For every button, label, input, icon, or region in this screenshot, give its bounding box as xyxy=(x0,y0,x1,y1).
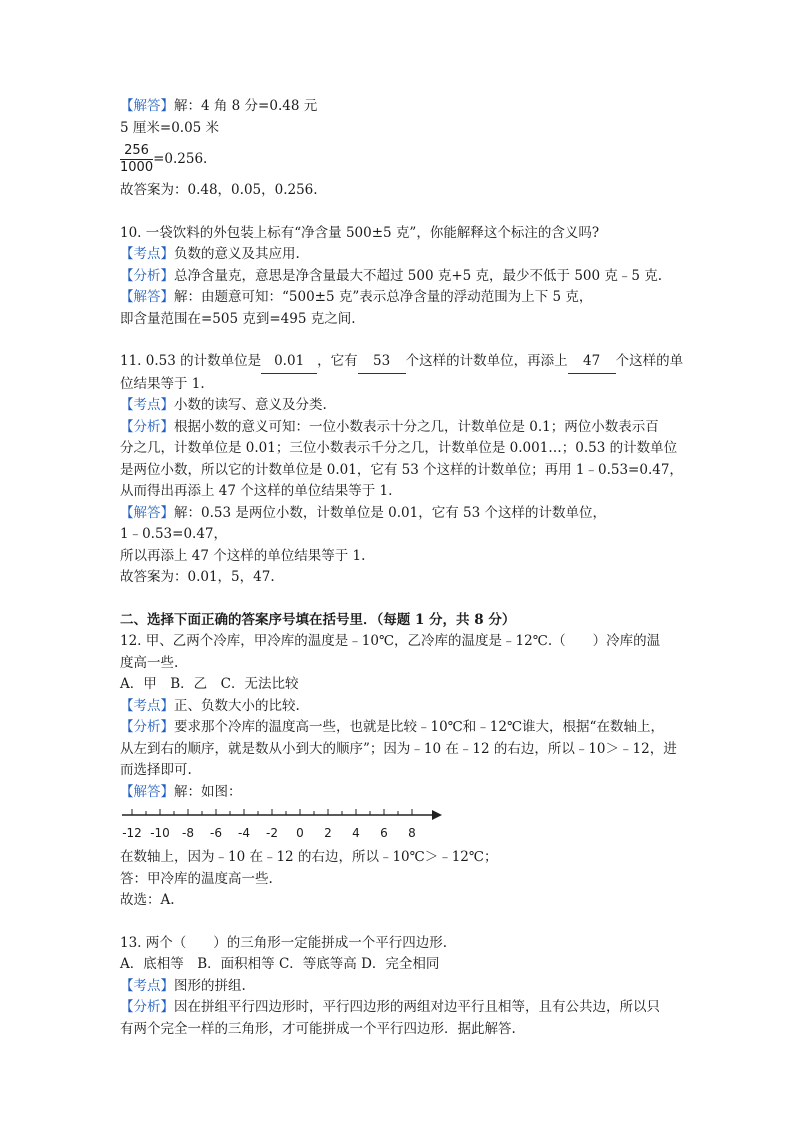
q11-question-part: 个这样的计数单位，再添上 xyxy=(405,353,568,369)
point-tag: 【考点】 xyxy=(120,977,174,994)
q11-answer-text: 解：0.53 是两位小数，计数单位是 0.01，它有 53 个这样的计数单位， xyxy=(174,504,606,521)
q12-answer xyxy=(120,782,690,804)
number-line-label: -8 xyxy=(182,826,194,840)
number-line-label: 0 xyxy=(296,826,304,840)
q12-analysis-text: 要求那个冷库的温度高一些，也就是比较﹣10℃和﹣12℃谁大，根据“在数轴上， xyxy=(174,719,664,735)
number-line-label: -12 xyxy=(122,826,142,840)
q13-analysis xyxy=(120,997,690,1019)
q10-answer xyxy=(120,287,690,309)
q10-answer-2: 即含量范围在=505 克到=495 克之间. xyxy=(120,310,356,327)
analysis-tag: 【分析】 xyxy=(120,418,174,435)
fraction-result: =0.256. xyxy=(153,151,208,167)
q13-question: 13. 两个（ ）的三角形一定能拼成一个平行四边形. xyxy=(120,934,448,951)
q12-point xyxy=(120,696,690,718)
q9-conclusion: 故答案为：0.48，0.05，0.256. xyxy=(120,182,318,198)
q9-answer-line-2: 5 厘米=0.05 米 xyxy=(120,119,220,136)
q11-analysis xyxy=(120,417,690,439)
q11-question-2: 位结果等于 1. xyxy=(120,375,205,392)
number-line-label: 4 xyxy=(352,826,360,840)
number-line-arrow xyxy=(432,810,442,820)
analysis-tag: 【分析】 xyxy=(120,999,174,1015)
q11-analysis-2: 分之几，计数单位是 0.01；三位小数表示千分之几，计数单位是 0.001…；0.53 的计数单位 xyxy=(120,440,678,456)
q13-point xyxy=(120,976,690,998)
number-line-label: 6 xyxy=(380,826,388,840)
q12-after-3: 故选：A. xyxy=(120,892,175,908)
q12-after-2: 答：甲冷库的温度高一些. xyxy=(120,870,273,887)
number-line-label: 2 xyxy=(324,826,332,840)
q12-analysis-3: 而选择即可. xyxy=(120,762,192,778)
q12-question: 12. 甲、乙两个冷库，甲冷库的温度是﹣10℃，乙冷库的温度是﹣12℃.（ ）冷库的温 xyxy=(120,633,661,649)
q13-analysis-text: 因在拼组平行四边形时，平行四边形的两组对边平行且相等，且有公共边，所以只 xyxy=(174,999,660,1015)
number-line-label: -6 xyxy=(210,826,222,840)
number-line-label: 8 xyxy=(408,826,416,840)
q9-answer-line xyxy=(120,96,690,118)
q10-analysis-text: 总净含量克，意思是净含量最大不超过 500 克+5 克，最少不低于 500 克﹣5 克. xyxy=(174,267,663,284)
document-page xyxy=(120,96,690,1040)
point-tag: 【考点】 xyxy=(120,397,174,413)
fraction-denominator: 1000 xyxy=(120,160,154,175)
q11-point-text: 小数的读写、意义及分类. xyxy=(174,397,327,413)
number-line xyxy=(120,807,450,847)
answer-tag: 【解答】 xyxy=(120,783,174,800)
q10-question: 10. 一袋饮料的外包装上标有“净含量 500±5 克”，你能解释这个标注的含义吗? xyxy=(120,224,600,241)
fraction xyxy=(120,143,153,176)
q11-answer-3: 所以再添上 47 个这样的单位结果等于 1. xyxy=(120,547,366,564)
point-tag: 【考点】 xyxy=(120,697,174,714)
q11-question-part: 个这样的单 xyxy=(615,353,684,369)
answer-blank-3: 47 xyxy=(568,351,616,374)
q12-after-1: 在数轴上，因为﹣10 在﹣12 的右边，所以﹣10℃＞﹣12℃； xyxy=(120,849,498,865)
q12-question-2: 度高一些. xyxy=(120,654,179,671)
q10-point xyxy=(120,244,690,266)
number-line-label: -4 xyxy=(238,826,250,840)
answer-blank-2: 53 xyxy=(358,351,406,374)
number-line-label: -2 xyxy=(266,826,278,840)
answer-tag: 【解答】 xyxy=(120,289,174,305)
answer-blank-1: 0.01 xyxy=(261,351,317,374)
q13-point-text: 图形的拼组. xyxy=(174,977,246,994)
analysis-tag: 【分析】 xyxy=(120,719,174,735)
q13-options: A．底相等 B．面积相等 C．等底等高 D．完全相同 xyxy=(120,956,440,972)
answer-tag: 【解答】 xyxy=(120,504,174,521)
q11-analysis-3: 是两位小数，所以它的计数单位是 0.01，它有 53 个这样的计数单位；再用 1﹣0.53=0.47， xyxy=(120,461,683,478)
number-line-label: -10 xyxy=(150,826,170,840)
q11-answer-4: 故答案为：0.01，5，47. xyxy=(120,569,275,585)
point-tag: 【考点】 xyxy=(120,246,174,262)
q11-answer-2: 1﹣0.53=0.47， xyxy=(120,526,228,542)
q11-question-part: 11. 0.53 的计数单位是 xyxy=(120,353,262,369)
q11-answer xyxy=(120,503,690,525)
q10-point-text: 负数的意义及其应用. xyxy=(174,246,300,262)
q13-analysis-2: 有两个完全一样的三角形，才可能拼成一个平行四边形．据此解答. xyxy=(120,1020,516,1037)
section-heading: 二、选择下面正确的答案序号填在括号里．（每题 1 分，共 8 分） xyxy=(120,611,516,628)
q11-analysis-text: 根据小数的意义可知：一位小数表示十分之几，计数单位是 0.1；两位小数表示百 xyxy=(174,418,659,435)
q9-answer-text: 解：4 角 8 分=0.48 元 xyxy=(174,98,318,114)
q12-point-text: 正、负数大小的比较. xyxy=(174,697,300,714)
answer-tag: 【解答】 xyxy=(120,98,174,114)
analysis-tag: 【分析】 xyxy=(120,267,174,284)
q9-fraction-line xyxy=(120,139,690,180)
q12-analysis xyxy=(120,717,690,739)
fraction-numerator: 256 xyxy=(120,143,153,160)
q12-analysis-2: 从左到右的顺序，就是数从小到大的顺序”；因为﹣10 在﹣12 的右边，所以﹣10＞﹣12，进 xyxy=(120,740,677,757)
q11-point xyxy=(120,395,690,417)
q10-analysis xyxy=(120,266,690,288)
q10-answer-text: 解：由题意可知：“500±5 克”表示总净含量的浮动范围为上下 5 克， xyxy=(174,289,593,305)
q12-answer-text: 解：如图： xyxy=(174,783,242,800)
q11-question xyxy=(120,351,690,374)
q11-analysis-4: 从而得出再添上 47 个这样的单位结果等于 1. xyxy=(120,483,393,499)
q12-options: A．甲 B．乙 C．无法比较 xyxy=(120,676,299,692)
q11-question-part: ，它有 xyxy=(317,353,358,369)
